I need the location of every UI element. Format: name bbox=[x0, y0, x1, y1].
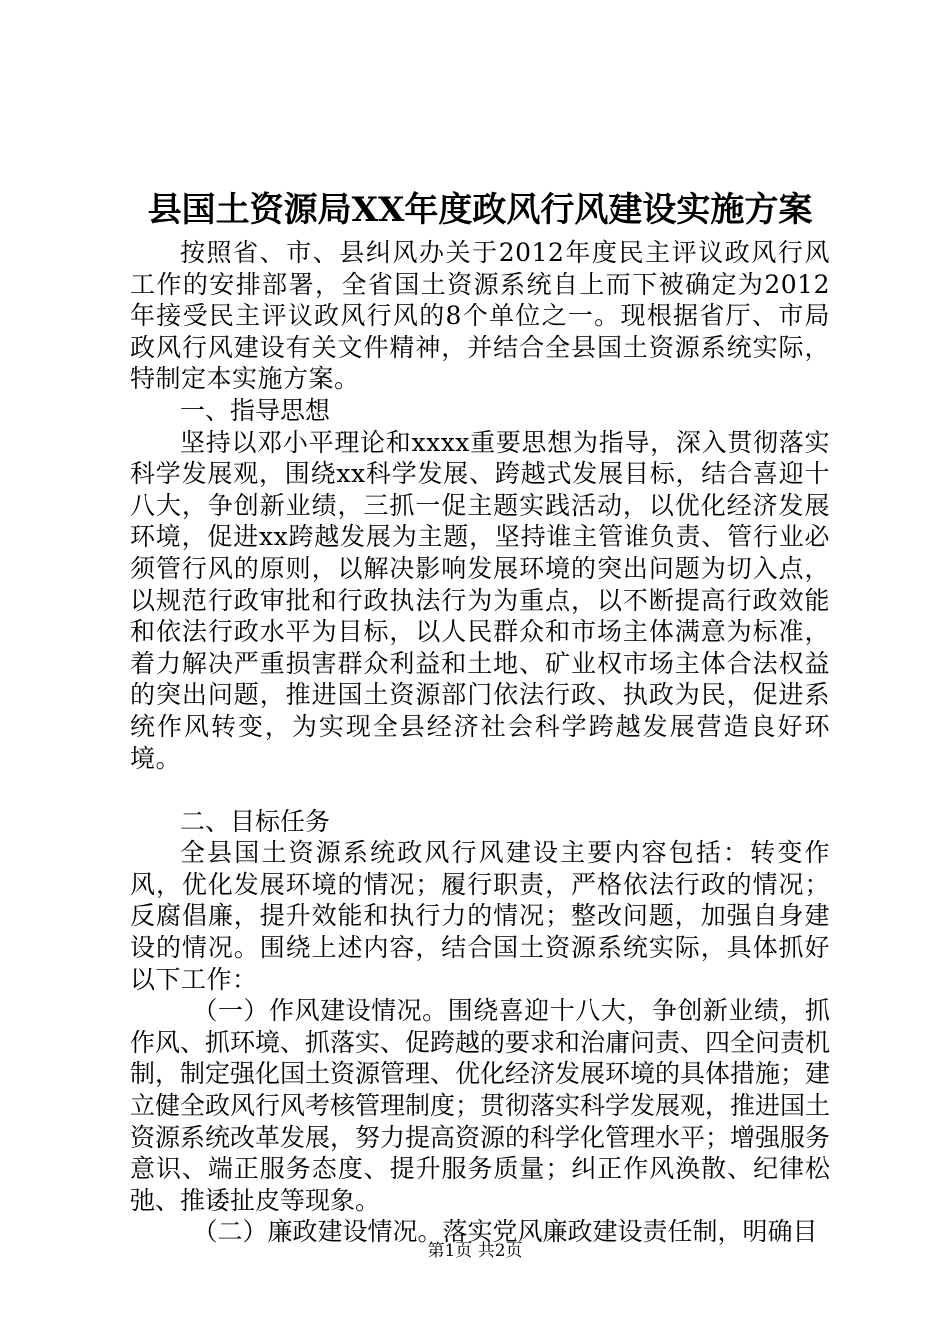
document-title: 县国土资源局XX年度政风行风建设实施方案 bbox=[147, 190, 813, 230]
goals-tasks-paragraph: 全县国土资源系统政风行风建设主要内容包括：转变作风，优化发展环境的情况；履行职责，严格依法行政的情况；反腐倡廉，提升效能和执行力的情况；整改问题，加强自身建设的情况。围绕上述内容，结合国土资源系统实际，具体抓好以下工作： bbox=[130, 838, 830, 994]
section-heading-goals-tasks: 二、目标任务 bbox=[180, 806, 331, 836]
guiding-ideology-paragraph: 坚持以邓小平理论和xxxx重要思想为指导，深入贯彻落实科学发展观，围绕xx科学发展、跨越式发展目标，结合喜迎十八大，争创新业绩，三抓一促主题实践活动，以优化经济发展环境，促进xx跨越发展为主题，坚持谁主管谁负责、管行业必须管行风的原则，以解决影响发展环境的突出问题为切入点，以规范行政审批和行政执法行为为重点，以不断提高行政效能和依法行政水平为目标，以人民群众和市场主体满意为标准，着力解决严重损害群众利益和土地、矿业权市场主体合法权益的突出问题，推进国土资源部门依法行政、执政为民，促进系统作风转变，为实现全县经济社会科学跨越发展营造良好环境。 bbox=[130, 427, 830, 773]
item-integrity-building: （二）廉政建设情况。落实党风廉政建设责任制，明确目 bbox=[192, 1217, 818, 1247]
page-number: 第1页 共2页 bbox=[427, 1241, 523, 1261]
section-heading-guiding-ideology: 一、指导思想 bbox=[180, 395, 331, 425]
document-body bbox=[130, 237, 830, 1248]
intro-paragraph: 按照省、市、县纠风办关于2012年度民主评议政风行风工作的安排部署，全省国土资源系统自上而下被确定为2012年接受民主评议政风行风的8个单位之一。现根据省厅、市局政风行风建设有关文件精神，并结合全县国土资源系统实际，特制定本实施方案。 bbox=[130, 238, 830, 394]
item-style-building: （一）作风建设情况。围绕喜迎十八大，争创新业绩，抓作风、抓环境、抓落实、促跨越的要求和治庸问责、四全问责机制，制定强化国土资源管理、优化经济发展环境的具体措施；建立健全政风行风考核管理制度；贯彻落实科学发展观，推进国土资源系统改革发展，努力提高资源的科学化管理水平；增强服务意识、端正服务态度、提升服务质量；纠正作风涣散、纪律松弛、推诿扯皮等现象。 bbox=[130, 996, 831, 1215]
